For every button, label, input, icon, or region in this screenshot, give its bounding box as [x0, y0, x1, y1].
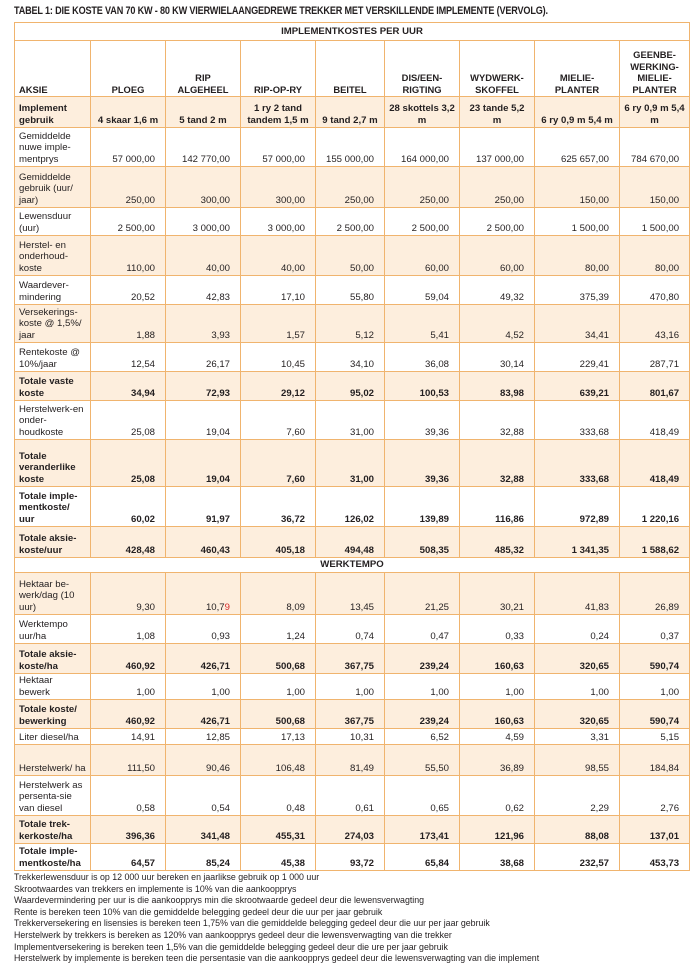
- cell-value: 367,75: [316, 700, 385, 729]
- cell-value: 17,10: [241, 276, 316, 305]
- cell-value: 55,80: [316, 276, 385, 305]
- cell-value: 0,65: [385, 776, 460, 816]
- cell-value: 3,93: [166, 305, 241, 343]
- cell-value: 1 ry 2 tand tandem 1,5 m: [241, 97, 316, 128]
- footnote: Trekkerlewensduur is op 12 000 uur bereken en jaarlikse gebruik op 1 000 uur: [14, 872, 320, 882]
- table-row: [15, 573, 690, 615]
- row-label: Hektaar bewerk: [15, 674, 91, 700]
- cell-value: 12,85: [166, 729, 241, 745]
- cell-value: 1,00: [385, 674, 460, 700]
- cell-value: 126,02: [316, 487, 385, 527]
- cell-value: 4,52: [460, 305, 535, 343]
- cell-value: 7,60: [241, 401, 316, 440]
- column-header: DIS/EEN-RIGTING: [385, 41, 460, 97]
- cell-value: 95,02: [316, 372, 385, 401]
- row-label: Totale imple-mentkoste/ uur: [15, 487, 91, 527]
- cell-value: 80,00: [620, 236, 690, 276]
- cell-value: 250,00: [385, 167, 460, 208]
- cell-value: 3 000,00: [241, 208, 316, 236]
- cell-value: 83,98: [460, 372, 535, 401]
- cell-value: 57 000,00: [241, 128, 316, 167]
- cell-value: 1,00: [460, 674, 535, 700]
- cell-value: 229,41: [535, 343, 620, 372]
- table-row: [15, 440, 690, 487]
- cell-value: 367,75: [316, 644, 385, 674]
- cell-value: 90,46: [166, 745, 241, 776]
- cell-value: 60,00: [385, 236, 460, 276]
- cell-value: 34,10: [316, 343, 385, 372]
- row-label: Lewensduur (uur): [15, 208, 91, 236]
- table-row: [15, 844, 690, 871]
- cell-value: 0,33: [460, 615, 535, 644]
- cell-value: 150,00: [620, 167, 690, 208]
- cell-value: 60,00: [460, 236, 535, 276]
- cell-value: 184,84: [620, 745, 690, 776]
- cell-value: 49,32: [460, 276, 535, 305]
- table-row: [15, 700, 690, 729]
- cell-value: 93,72: [316, 844, 385, 871]
- cell-value: 274,03: [316, 816, 385, 844]
- cell-value: 1 341,35: [535, 527, 620, 558]
- cell-value: 485,32: [460, 527, 535, 558]
- cell-value: 14,91: [91, 729, 166, 745]
- cell-value: 2 500,00: [91, 208, 166, 236]
- cell-value: 428,48: [91, 527, 166, 558]
- cell-value: 137,01: [620, 816, 690, 844]
- cell-value: 43,16: [620, 305, 690, 343]
- cell-value: 40,00: [166, 236, 241, 276]
- highlighted-digit: 9: [224, 601, 230, 613]
- cell-value: 0,48: [241, 776, 316, 816]
- cell-value: 42,83: [166, 276, 241, 305]
- cell-value: 3,31: [535, 729, 620, 745]
- cell-value: 38,68: [460, 844, 535, 871]
- cell-value: 7,60: [241, 440, 316, 487]
- cell-value: 0,37: [620, 615, 690, 644]
- cell-value: 5,15: [620, 729, 690, 745]
- cell-value: 1 500,00: [535, 208, 620, 236]
- cell-value: 320,65: [535, 700, 620, 729]
- footnote: Implementversekering is bereken teen 1,5% van die gemiddelde belegging gedeel deur die ure per jaar gebruik: [14, 941, 448, 952]
- cell-value: 9 tand 2,7 m: [316, 97, 385, 128]
- cell-value: 801,67: [620, 372, 690, 401]
- cell-value: 1 588,62: [620, 527, 690, 558]
- cell-value: 1,88: [91, 305, 166, 343]
- cell-value: 405,18: [241, 527, 316, 558]
- cell-value: 25,08: [91, 440, 166, 487]
- column-header: GEENBE-WERKING-MIELIE-PLANTER: [620, 41, 690, 97]
- cell-value: 3 000,00: [166, 208, 241, 236]
- cell-value: 341,48: [166, 816, 241, 844]
- cell-value: 41,83: [535, 573, 620, 615]
- cell-value: 29,12: [241, 372, 316, 401]
- cell-value: 375,39: [535, 276, 620, 305]
- cell-value: 164 000,00: [385, 128, 460, 167]
- cell-value: 28 skottels 3,2 m: [385, 97, 460, 128]
- table-row: [15, 644, 690, 674]
- cell-value: 160,63: [460, 700, 535, 729]
- cell-value: 460,92: [91, 644, 166, 674]
- cell-value: 2,29: [535, 776, 620, 816]
- table-title: TABEL 1: DIE KOSTE VAN 70 KW - 80 KW VIERWIELAANGEDREWE TREKKER MET VERSKILLENDE IMPLEMENTE (VERVOLG).: [14, 5, 548, 17]
- cell-value: 1,00: [316, 674, 385, 700]
- table-row: [15, 372, 690, 401]
- cell-value: 30,21: [460, 573, 535, 615]
- cell-value: 65,84: [385, 844, 460, 871]
- cell-value: 72,93: [166, 372, 241, 401]
- row-label: Herstelwerk as persenta-sie van diesel: [15, 776, 91, 816]
- row-label: Gemiddelde gebruik (uur/ jaar): [15, 167, 91, 208]
- cell-value: 155 000,00: [316, 128, 385, 167]
- cell-value: 10,79: [166, 573, 241, 615]
- cell-value: 396,36: [91, 816, 166, 844]
- table-row: [15, 674, 690, 700]
- cell-value: 1,24: [241, 615, 316, 644]
- row-label: Gemiddelde nuwe imple-mentprys: [15, 128, 91, 167]
- cell-value: 5,12: [316, 305, 385, 343]
- cell-value: 137 000,00: [460, 128, 535, 167]
- cell-value: 81,49: [316, 745, 385, 776]
- cell-value: 19,04: [166, 401, 241, 440]
- table-row: [15, 615, 690, 644]
- footnote: Skrootwaardes van trekkers en implemente is 10% van die aankoopprys: [14, 883, 297, 894]
- table-row: [15, 236, 690, 276]
- cell-value: 2 500,00: [460, 208, 535, 236]
- row-label: Versekerings-koste @ 1,5%/ jaar: [15, 305, 91, 343]
- cell-value: 1,08: [91, 615, 166, 644]
- cell-value: 460,92: [91, 700, 166, 729]
- cell-value: 10,45: [241, 343, 316, 372]
- table-row: [15, 276, 690, 305]
- section-title: IMPLEMENTKOSTES PER UUR: [15, 23, 690, 41]
- cell-value: 590,74: [620, 644, 690, 674]
- table-row: [15, 305, 690, 343]
- cell-value: 494,48: [316, 527, 385, 558]
- table-row: [15, 729, 690, 745]
- cell-value: 34,41: [535, 305, 620, 343]
- footnote: Trekkerversekering en lisensies is bereken teen 1,75% van die gemiddelde belegging gedeel deur die uur per jaar gebruik: [14, 918, 490, 929]
- cell-value: 500,68: [241, 700, 316, 729]
- cell-value: 100,53: [385, 372, 460, 401]
- cell-value: 1 220,16: [620, 487, 690, 527]
- cell-value: 32,88: [460, 440, 535, 487]
- cell-value: 32,88: [460, 401, 535, 440]
- cell-value: 10,31: [316, 729, 385, 745]
- footnote: Herstelwerk by implemente is bereken teen die persentasie van die aankoopprys gedeel deur die lewensverwagting van die implement: [14, 953, 540, 964]
- row-label: Totale aksie-koste/ha: [15, 644, 91, 674]
- table-row: [15, 527, 690, 558]
- cell-value: 40,00: [241, 236, 316, 276]
- cell-value: 31,00: [316, 401, 385, 440]
- row-label: Liter diesel/ha: [15, 729, 91, 745]
- cell-value: 500,68: [241, 644, 316, 674]
- cell-value: 5 tand 2 m: [166, 97, 241, 128]
- row-label: Totale trek-kerkoste/ha: [15, 816, 91, 844]
- cell-value: 45,38: [241, 844, 316, 871]
- cell-value: 116,86: [460, 487, 535, 527]
- cell-value: 106,48: [241, 745, 316, 776]
- column-header: MIELIE-PLANTER: [535, 41, 620, 97]
- cell-value: 333,68: [535, 440, 620, 487]
- cell-value: 39,36: [385, 440, 460, 487]
- footnote: Herstelwerk by trekkers is bereken as 120% van aankoopprys gedeel deur die lewensverwagting van die trekker: [14, 929, 452, 940]
- row-label: Totale veranderlike koste: [15, 440, 91, 487]
- cell-value: 333,68: [535, 401, 620, 440]
- row-label: Herstel- en onderhoud-koste: [15, 236, 91, 276]
- cell-value: 85,24: [166, 844, 241, 871]
- row-label: Rentekoste @ 10%/jaar: [15, 343, 91, 372]
- cell-value: 139,89: [385, 487, 460, 527]
- column-header: RIP ALGEHEEL: [166, 41, 241, 97]
- table-row: [15, 97, 690, 128]
- footnotes: [14, 872, 555, 965]
- cell-value: 1,00: [620, 674, 690, 700]
- cell-value: 2,76: [620, 776, 690, 816]
- cell-value: 508,35: [385, 527, 460, 558]
- cell-value: 0,54: [166, 776, 241, 816]
- cell-value: 20,52: [91, 276, 166, 305]
- column-header: BEITEL: [316, 41, 385, 97]
- cell-value: 21,25: [385, 573, 460, 615]
- table-row: [15, 487, 690, 527]
- cell-value: 320,65: [535, 644, 620, 674]
- table-row: [15, 343, 690, 372]
- cell-value: 17,13: [241, 729, 316, 745]
- cell-value: 98,55: [535, 745, 620, 776]
- cell-value: 25,08: [91, 401, 166, 440]
- row-label: Herstelwerk/ ha: [15, 745, 91, 776]
- cell-value: 31,00: [316, 440, 385, 487]
- row-label: Waardever-mindering: [15, 276, 91, 305]
- table-row: [15, 208, 690, 236]
- footnote: Rente is bereken teen 10% van die gemiddelde belegging gedeel deur die uur per jaar gebruik: [14, 906, 383, 917]
- table-row: [15, 816, 690, 844]
- cell-value: 12,54: [91, 343, 166, 372]
- cell-value: 59,04: [385, 276, 460, 305]
- cell-value: 34,94: [91, 372, 166, 401]
- cell-value: 250,00: [460, 167, 535, 208]
- cell-value: 0,74: [316, 615, 385, 644]
- cell-value: 590,74: [620, 700, 690, 729]
- cell-value: 160,63: [460, 644, 535, 674]
- cell-value: 426,71: [166, 700, 241, 729]
- section-header-work-rate: [15, 558, 690, 573]
- row-label: Implement gebruik: [15, 97, 91, 128]
- cell-value: 36,08: [385, 343, 460, 372]
- cell-value: 0,61: [316, 776, 385, 816]
- cell-value: 88,08: [535, 816, 620, 844]
- cell-value: 142 770,00: [166, 128, 241, 167]
- cell-value: 57 000,00: [91, 128, 166, 167]
- cell-value: 30,14: [460, 343, 535, 372]
- cell-value: 1,00: [535, 674, 620, 700]
- cell-value: 6 ry 0,9 m 5,4 m: [535, 97, 620, 128]
- cell-value: 1,57: [241, 305, 316, 343]
- section-header-implement-costs: [15, 23, 690, 41]
- cost-table: [14, 22, 690, 871]
- cell-value: 4 skaar 1,6 m: [91, 97, 166, 128]
- row-label: Totale koste/ bewerking: [15, 700, 91, 729]
- cell-value: 0,58: [91, 776, 166, 816]
- cell-value: 455,31: [241, 816, 316, 844]
- cell-value: 110,00: [91, 236, 166, 276]
- cell-value: 453,73: [620, 844, 690, 871]
- cell-value: 784 670,00: [620, 128, 690, 167]
- table-row: [15, 745, 690, 776]
- cell-value: 625 657,00: [535, 128, 620, 167]
- cell-value: 0,47: [385, 615, 460, 644]
- cell-value: 426,71: [166, 644, 241, 674]
- cell-value: 300,00: [241, 167, 316, 208]
- cell-value: 5,41: [385, 305, 460, 343]
- cell-value: 13,45: [316, 573, 385, 615]
- row-label: Herstelwerk-en onder-houdkoste: [15, 401, 91, 440]
- table-row: [15, 776, 690, 816]
- cell-value: 1,00: [91, 674, 166, 700]
- cell-value: 1,00: [166, 674, 241, 700]
- cell-value: 173,41: [385, 816, 460, 844]
- cell-value: 55,50: [385, 745, 460, 776]
- table-row: [15, 167, 690, 208]
- cell-value: 39,36: [385, 401, 460, 440]
- cell-value: 300,00: [166, 167, 241, 208]
- cell-value: 19,04: [166, 440, 241, 487]
- row-label: Totale vaste koste: [15, 372, 91, 401]
- row-label: Totale imple-mentkoste/ha: [15, 844, 91, 871]
- cell-value: 0,93: [166, 615, 241, 644]
- cell-value: 470,80: [620, 276, 690, 305]
- cell-value: 60,02: [91, 487, 166, 527]
- cell-value: 2 500,00: [316, 208, 385, 236]
- cell-value: 232,57: [535, 844, 620, 871]
- cell-value: 91,97: [166, 487, 241, 527]
- cell-value: 250,00: [316, 167, 385, 208]
- cell-value: 150,00: [535, 167, 620, 208]
- cell-value: 9,30: [91, 573, 166, 615]
- cell-value: 36,72: [241, 487, 316, 527]
- cell-value: 6,52: [385, 729, 460, 745]
- cell-value: 418,49: [620, 401, 690, 440]
- cell-value: 0,62: [460, 776, 535, 816]
- cell-value: 50,00: [316, 236, 385, 276]
- section-title: WERKTEMPO: [15, 558, 690, 573]
- row-label: Hektaar be-werk/dag (10 uur): [15, 573, 91, 615]
- cell-value: 239,24: [385, 700, 460, 729]
- cell-value: 239,24: [385, 644, 460, 674]
- row-label: Totale aksie-koste/uur: [15, 527, 91, 558]
- cell-value: 4,59: [460, 729, 535, 745]
- cell-value: 1,00: [241, 674, 316, 700]
- cell-value: 0,24: [535, 615, 620, 644]
- column-header-row: [15, 41, 690, 97]
- cell-value: 250,00: [91, 167, 166, 208]
- cell-value: 972,89: [535, 487, 620, 527]
- cell-value: 8,09: [241, 573, 316, 615]
- cell-value: 1 500,00: [620, 208, 690, 236]
- column-header: WYDWERK-SKOFFEL: [460, 41, 535, 97]
- column-header: PLOEG: [91, 41, 166, 97]
- cell-value: 418,49: [620, 440, 690, 487]
- cell-value: 460,43: [166, 527, 241, 558]
- cell-value: 6 ry 0,9 m 5,4 m: [620, 97, 690, 128]
- cell-value: 121,96: [460, 816, 535, 844]
- cell-value: 80,00: [535, 236, 620, 276]
- cell-value: 26,17: [166, 343, 241, 372]
- row-label: Werktempo uur/ha: [15, 615, 91, 644]
- cell-value: 639,21: [535, 372, 620, 401]
- cell-value: 26,89: [620, 573, 690, 615]
- cell-value: 23 tande 5,2 m: [460, 97, 535, 128]
- cell-value: 111,50: [91, 745, 166, 776]
- cell-value: 287,71: [620, 343, 690, 372]
- cell-value: 2 500,00: [385, 208, 460, 236]
- footnote: Waardevermindering per uur is die aankoopprys min die skrootwaarde gedeel deur die lewensverwagting: [14, 895, 425, 906]
- column-header: AKSIE: [15, 41, 91, 97]
- table-row: [15, 128, 690, 167]
- cell-value: 64,57: [91, 844, 166, 871]
- table-row: [15, 401, 690, 440]
- cell-value: 36,89: [460, 745, 535, 776]
- column-header: RIP-OP-RY: [241, 41, 316, 97]
